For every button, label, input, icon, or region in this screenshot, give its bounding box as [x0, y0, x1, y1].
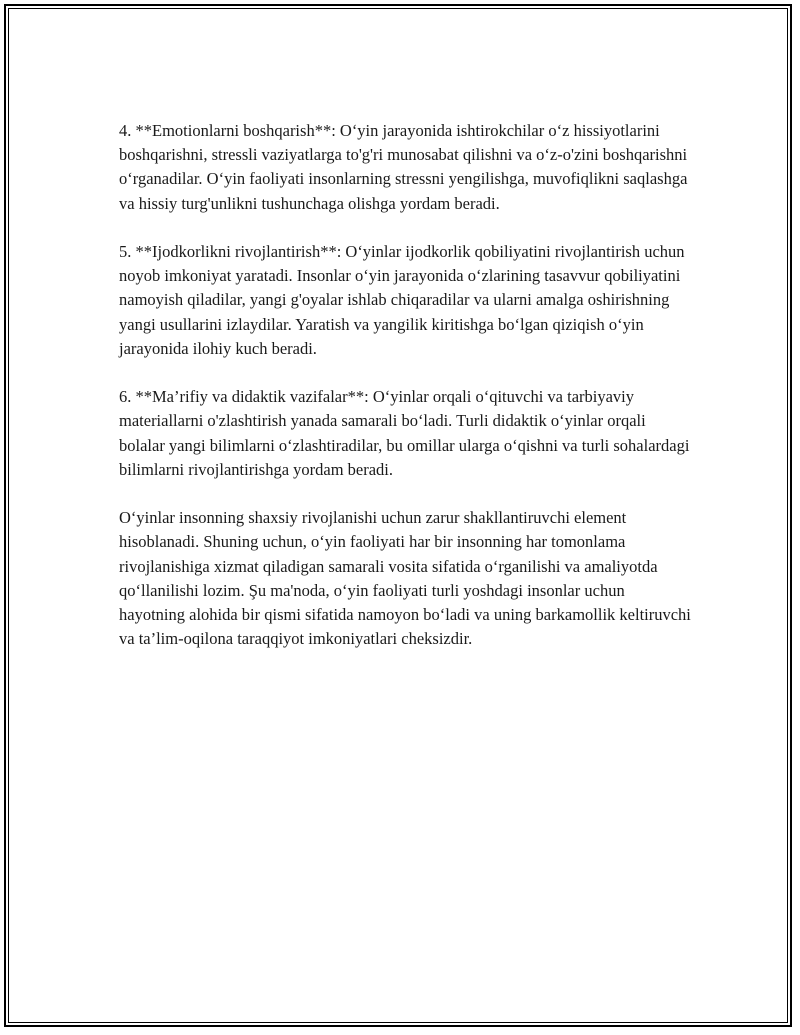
document-body	[119, 119, 691, 676]
page-border	[4, 4, 792, 1027]
paragraph-didactic-tasks: 6. **Ma’rifiy va didaktik vazifalar**: O‘yinlar orqali o‘qituvchi va tarbiyaviy materiallarni o'zlashtirish yanada samarali bo‘ladi. Turli didaktik o‘yinlar orqali bolalar yangi bilimlarni o‘zlashtiradilar, bu omillar ularga o‘qishni va turli sohalardagi bilimlarni rivojlantirishga yordam beradi.	[119, 387, 690, 479]
paragraph-creativity-development: 5. **Ijodkorlikni rivojlantirish**: O‘yinlar ijodkorlik qobiliyatini rivojlantirish uchun noyob imkoniyat yaratadi. Insonlar o‘yin jarayonida o‘zlarining tasavvur qobiliyatini namoyish qiladilar, yangi g'oyalar ishlab chiqaradilar va ularni amalga oshirishning yangi usullarini izlaydilar. Yaratish va yangilik kiritishga bo‘lgan qiziqish o‘yin jarayonida ilohiy kuch beradi.	[119, 242, 685, 358]
paragraph-conclusion: O‘yinlar insonning shaxsiy rivojlanishi uchun zarur shakllantiruvchi element hisoblanadi. Shuning uchun, o‘yin faoliyati har bir insonning har tomonlama rivojlanishiga xizmat qiladigan samarali vosita sifatida o‘rganilishi va amaliyotda qo‘llanilishi lozim. Şu ma'noda, o‘yin faoliyati turli yoshdagi insonlar uchun hayotning alohida bir qismi sifatida namoyon bo‘ladi va uning barkamollik keltiruvchi va ta’lim-oqilona taraqqiyot imkoniyatlari cheksizdir.	[119, 508, 691, 649]
paragraph-emotion-management: 4. **Emotionlarni boshqarish**: O‘yin jarayonida ishtirokchilar o‘z hissiyotlarini boshqarishni, stressli vaziyatlarga to'g'ri munosabat qilishni va o‘z-o'zini boshqarishni o‘rganadilar. O‘yin faoliyati insonlarning stressni yengilishga, muvofiqlikni saqlashga va hissiy turg'unlikni tushunchaga olishga yordam beradi.	[119, 121, 688, 213]
